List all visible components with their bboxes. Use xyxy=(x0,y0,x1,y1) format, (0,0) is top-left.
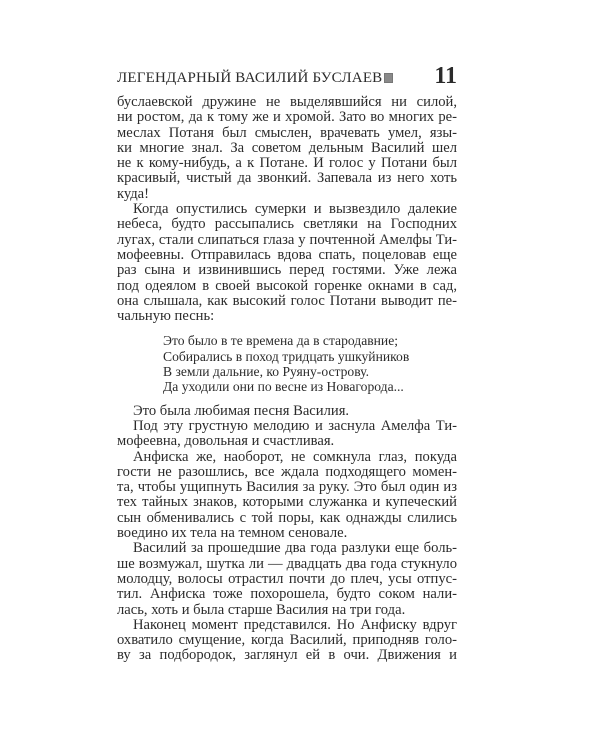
text-line: небеса, будто рассыпались светляки на Господних xyxy=(117,216,457,233)
paragraph xyxy=(117,202,457,324)
spacer xyxy=(117,324,457,333)
text-line: ву за подбородок, заглянул ей в очи. Движения и xyxy=(117,647,457,664)
verse-line: Это было в те времена да в стародавние; xyxy=(163,333,399,349)
text-line: буслаевской дружине не выделявшийся ни силой, xyxy=(117,94,457,110)
text-line: тил. Анфиска тоже похорошела, будто соком нали- xyxy=(117,586,457,603)
text-line: Василий за прошедшие два года разлуки еще боль- xyxy=(133,540,457,557)
verse-line: Собирались в поход тридцать ушкуйников xyxy=(163,348,410,364)
text-line: красивый, чистый да звонкий. Запевала из него хоть xyxy=(117,170,457,187)
text-line: лугах, стали слипаться глаза у почтенной Амелфы Ти- xyxy=(117,231,457,248)
running-title-text: ЛЕГЕНДАРНЫЙ ВАСИЛИЙ БУСЛАЕВ xyxy=(117,70,383,86)
running-header xyxy=(117,63,457,90)
text-line: та, чтобы ущипнуть Василия за руку. Это был один из xyxy=(117,479,457,496)
text-line: Наконец момент представился. Но Анфиску вдруг xyxy=(133,616,457,633)
text-line: охватило смущение, когда Василий, приподняв голо- xyxy=(117,632,457,649)
text-line: Когда опустились сумерки и вызвездило далекие xyxy=(133,201,457,218)
verse-line: Да уходили они по весне из Новагорода... xyxy=(163,379,404,395)
text-line: раз сына и извинившись перед гостями. Уже лежа xyxy=(117,262,457,279)
text-line: не к кому-нибудь, а к Потане. И голос у Потани был xyxy=(117,155,457,172)
text-line: куда! xyxy=(117,185,150,202)
ornament-icon xyxy=(384,73,393,83)
text-line: Это была любимая песня Василия. xyxy=(133,402,350,419)
text-line: молодцу, волосы отрастил почти до плеч, усы отпус- xyxy=(117,570,457,587)
text-line: меслах Потаня был смыслен, врачевать умел, язы- xyxy=(117,124,457,141)
text-line: ни ростом, да к тому же и хромой. Зато во многих ре- xyxy=(117,109,457,126)
page-number: 11 xyxy=(434,63,457,89)
paragraph xyxy=(117,618,457,664)
text-line: тех тайных знаков, которыми служанка и купеческий xyxy=(117,494,457,511)
text-line: чальную песнь: xyxy=(117,308,215,325)
text-line: гости не разошлись, все ждала подходящего момен- xyxy=(117,463,457,480)
paragraph xyxy=(117,419,457,450)
text-line: мофеевны. Отправилась вдова спать, поцеловав еще xyxy=(117,246,457,263)
text-line: мофеевна, довольная и счастливая. xyxy=(117,433,335,450)
paragraph xyxy=(117,404,457,419)
text-line: ше возмужал, шутка ли — двадцать два года стукнуло xyxy=(117,555,457,572)
text-line: Под эту грустную мелодию и заснула Амелфа Ти- xyxy=(133,417,457,434)
running-title xyxy=(117,70,393,87)
text-line: воедино их тела на темном сеновале. xyxy=(117,525,348,542)
text-line: под одеялом в своей высокой горенке окнами в сад, xyxy=(117,277,457,294)
text-line: Анфиска же, наоборот, не сомкнула глаз, покуда xyxy=(133,448,457,465)
paragraph xyxy=(117,450,457,542)
text-line: она слышала, как высокий голос Потани выводит пе- xyxy=(117,292,457,309)
text-line: ки многие знал. За советом дельным Василий шел xyxy=(117,139,457,156)
text-line: сын обменивались с той поры, как однажды слились xyxy=(117,509,457,526)
paragraph xyxy=(117,541,457,617)
verse-line: В земли дальние, ко Руяну-острову. xyxy=(163,364,369,380)
verse-block xyxy=(117,333,457,394)
page-body xyxy=(117,95,457,664)
text-line: лась, хоть и была старше Василия на три года. xyxy=(117,601,406,618)
paragraph xyxy=(117,95,457,202)
